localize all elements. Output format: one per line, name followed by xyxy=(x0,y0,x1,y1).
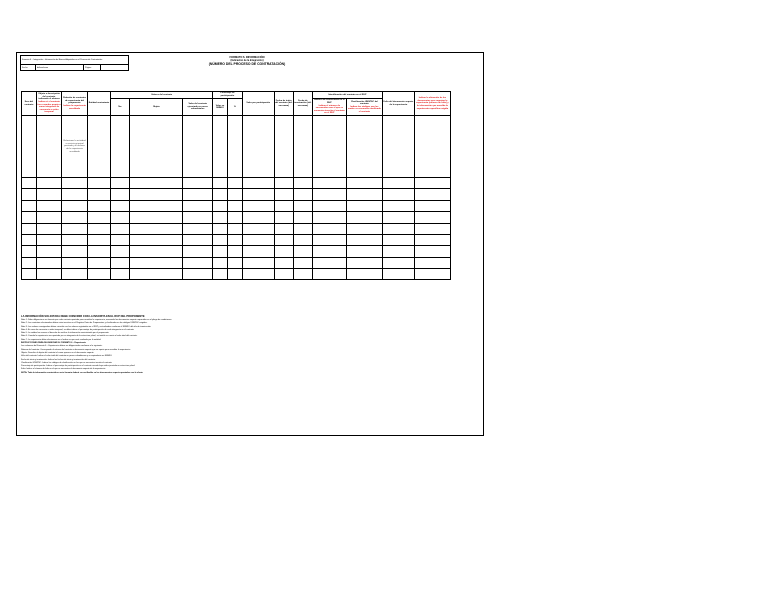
spreadsheet-page xyxy=(16,52,484,436)
notes-section xyxy=(21,315,477,375)
table-cell xyxy=(274,178,293,189)
table-cell xyxy=(274,257,293,268)
table-cell xyxy=(213,189,228,200)
table-cell xyxy=(227,212,242,223)
header-objeto: Objeto xyxy=(130,98,183,115)
table-cell xyxy=(242,178,274,189)
header-rup-consecutivo-red: Indicar el número de consecutivo con el que se encuentra inscrito el contrato en el RUP xyxy=(313,104,345,115)
table-cell xyxy=(87,200,110,211)
table-row xyxy=(22,234,451,245)
table-cell xyxy=(36,178,61,189)
note-line: Nota 1: Debe diligenciarse un formato por cada contrato aportado para acreditar la experiencia, anexando los documentos soporte requeridos en el pliego de condiciones. xyxy=(21,319,172,321)
table-cell xyxy=(382,234,414,245)
table-cell xyxy=(293,200,312,211)
table-cell xyxy=(213,257,228,268)
table-cell xyxy=(312,269,346,280)
header-experiencia xyxy=(62,92,87,116)
table-cell xyxy=(414,178,450,189)
table-cell xyxy=(36,234,61,245)
table-cell xyxy=(62,200,87,211)
table-cell xyxy=(227,189,242,200)
table-cell xyxy=(22,234,37,245)
table-cell xyxy=(111,257,130,268)
document-titles xyxy=(167,56,327,67)
table-cell xyxy=(130,178,183,189)
table-cell xyxy=(36,200,61,211)
header-objeto-text: Objeto o descripción del contrato, indicando el alcance xyxy=(38,93,60,101)
table-cell xyxy=(36,223,61,234)
table-cell xyxy=(130,257,183,268)
header-fecha-terminacion: Fecha de terminación (dd-mm-aaaa) xyxy=(293,92,312,116)
table-cell xyxy=(414,257,450,268)
pagina-value xyxy=(101,65,129,71)
table-cell xyxy=(293,257,312,268)
table-cell xyxy=(183,246,213,257)
table-cell xyxy=(62,189,87,200)
table-cell xyxy=(293,223,312,234)
table-cell xyxy=(293,189,312,200)
table-cell xyxy=(87,212,110,223)
table-cell xyxy=(213,234,228,245)
header-rup-unspsc-red: Indicar los códigos con los cuales se encuentra clasificado el contrato xyxy=(347,105,381,114)
table-cell xyxy=(414,200,450,211)
table-cell xyxy=(312,234,346,245)
table-cell xyxy=(242,269,274,280)
table-cell xyxy=(274,212,293,223)
header-no: No. xyxy=(111,98,130,115)
table-cell xyxy=(183,189,213,200)
table-cell xyxy=(242,234,274,245)
title-line-2: (Indicación de la Integración) xyxy=(230,59,264,62)
header-objeto-red-note: Indicar si el contrato fue a nombre propio o como integrante de consorcio o unión temporal xyxy=(37,101,61,114)
table-cell xyxy=(22,246,37,257)
table-row xyxy=(22,200,451,211)
table-cell xyxy=(312,223,346,234)
note-line: Valor del contrato: Indicar el valor total del contrato en pesos colombianos y su equivalente en SMMLV. xyxy=(21,355,113,358)
table-cell xyxy=(111,189,130,200)
activity-note: Relacionar la actividad o servicio principal prestado y el alcance de la experiencia acreditada xyxy=(62,116,87,178)
table-cell xyxy=(346,200,382,211)
table-cell xyxy=(183,178,213,189)
table-cell xyxy=(312,200,346,211)
title-line-1: FORMATO 6. INFORMACIÓN xyxy=(229,56,265,59)
table-row xyxy=(22,269,451,280)
table-cell xyxy=(36,212,61,223)
table-row xyxy=(22,212,451,223)
table-cell xyxy=(183,257,213,268)
header-rup-unspsc-text: Clasificación UNSPSC del contrato xyxy=(350,100,378,106)
table-cell xyxy=(414,234,450,245)
form-reference-box xyxy=(20,55,137,75)
table-cell xyxy=(62,212,87,223)
table-cell xyxy=(62,269,87,280)
table-cell xyxy=(36,189,61,200)
header-rup-unspsc xyxy=(346,98,382,115)
header-smmlv: Valor en SMMLV xyxy=(213,98,228,115)
table-cell xyxy=(111,200,130,211)
table-cell xyxy=(227,257,242,268)
table-cell xyxy=(414,269,450,280)
table-cell xyxy=(242,212,274,223)
header-experiencia-red-note: Indicar la experiencia acreditada xyxy=(63,104,86,110)
table-cell xyxy=(227,246,242,257)
table-cell xyxy=(346,234,382,245)
note-line: Porcentaje de participación: Indicar el porcentaje de participación en el contrato cuando haya sido ejecutado en estructura plural. xyxy=(21,365,136,368)
table-row xyxy=(22,246,451,257)
table-row xyxy=(22,189,451,200)
table-cell xyxy=(111,178,130,189)
table-cell xyxy=(22,212,37,223)
note-line: Clasificación UNSPSC: Indicar los códigos de clasificación en los que se encuentra inscrito el contrato. xyxy=(21,361,113,364)
header-porcentaje: % xyxy=(227,98,242,115)
table-cell xyxy=(274,200,293,211)
table-row xyxy=(22,178,451,189)
note-line: Nota 3: Los valores consignados deben coincidir con los valores registrados en el RUP y actualizados conforme al SMMLV del año de terminación. xyxy=(21,325,152,328)
header-valor-participacion: Valor por participación xyxy=(242,92,274,116)
note-line: Folio: Indicar el número de folio en el que se encuentra el documento soporte de la experiencia. xyxy=(21,368,106,371)
table-cell xyxy=(382,246,414,257)
table-cell xyxy=(312,189,346,200)
table-cell xyxy=(130,189,183,200)
table-cell xyxy=(87,257,110,268)
table-cell xyxy=(130,234,183,245)
table-cell xyxy=(274,189,293,200)
table-cell xyxy=(293,212,312,223)
note-line: Nota 6: Cuando la experiencia sea aportada por un integrante de la estructura plural, se tendrá en cuenta el valor total del contrato. xyxy=(21,335,138,338)
table-cell xyxy=(242,200,274,211)
header-experiencia-text: Relación de contratos de experiencia del proponente xyxy=(63,97,86,105)
note-line: Nota 5: La entidad se reserva el derecho de verificar la información suministrada por el proponente. xyxy=(21,332,110,335)
table-cell xyxy=(213,223,228,234)
table-cell xyxy=(213,269,228,280)
table-cell xyxy=(382,189,414,200)
note-line: INSTRUCCIONES PARA DILIGENCIAR EL FORMATO 6 – Experiencia xyxy=(21,342,86,345)
table-cell xyxy=(227,223,242,234)
table-cell xyxy=(382,178,414,189)
table-cell xyxy=(414,212,450,223)
table-cell xyxy=(62,223,87,234)
table-cell xyxy=(87,269,110,280)
table-cell xyxy=(242,189,274,200)
header-objeto-contrato xyxy=(36,92,61,116)
table-cell xyxy=(130,200,183,211)
table-cell xyxy=(62,246,87,257)
pagina-label: Página xyxy=(84,65,101,71)
table-cell xyxy=(274,234,293,245)
header-group-contrato: Valores del contrato xyxy=(111,92,213,99)
note-line: Número del contrato: Corresponde al número del contrato o documento soporte que se aporta para acreditar la experiencia. xyxy=(21,348,131,351)
table-cell xyxy=(414,189,450,200)
table-cell xyxy=(213,178,228,189)
note-line: Nota 7: La experiencia debe relacionarse en el orden en que será evaluada por la entidad. xyxy=(21,338,102,341)
table-cell xyxy=(111,234,130,245)
table-cell xyxy=(382,200,414,211)
table-cell xyxy=(382,269,414,280)
table-cell xyxy=(62,178,87,189)
header-fecha-inicio: Fecha de inicio del contrato (dd-mm-aaaa) xyxy=(274,92,293,116)
fecha-value: dd/mm/aaaa xyxy=(36,65,84,71)
table-cell xyxy=(87,223,110,234)
table-cell xyxy=(213,212,228,223)
table-cell xyxy=(312,178,346,189)
table-cell xyxy=(111,223,130,234)
table-cell xyxy=(227,234,242,245)
table-cell xyxy=(293,178,312,189)
table-cell xyxy=(183,223,213,234)
notes-heading: LA INFORMACIÓN SOLICITADA DEBE COINCIDIR CON LA INSCRITA EN EL RUP DEL PROPONENTE xyxy=(21,315,145,318)
table-cell xyxy=(274,246,293,257)
table-cell xyxy=(312,257,346,268)
table-cell xyxy=(346,223,382,234)
header-valor: Valor del contrato ejecutado en pesos colombianos xyxy=(183,98,213,115)
table-cell xyxy=(22,200,37,211)
table-cell xyxy=(62,257,87,268)
table-cell xyxy=(293,269,312,280)
table-cell xyxy=(346,212,382,223)
table-cell xyxy=(414,223,450,234)
table-cell xyxy=(312,246,346,257)
table-cell xyxy=(346,246,382,257)
table-cell xyxy=(213,246,228,257)
table-row xyxy=(22,223,451,234)
table-cell xyxy=(183,234,213,245)
header-ubicacion-red: Indicar la ubicación de los documentos que soportan la experiencia (número de folio) y la información que acredita la experiencia específica exigida xyxy=(414,92,450,116)
table-cell xyxy=(242,257,274,268)
note-line: Nota 2: Los contratos relacionados deben estar inscritos en el Registro Único de Proponentes y clasificados en los códigos UNSPSC exigidos. xyxy=(21,322,148,325)
header-item: Ítem del contrato xyxy=(22,92,37,116)
table-cell xyxy=(227,178,242,189)
table-cell xyxy=(22,178,37,189)
table-cell xyxy=(346,189,382,200)
table-cell xyxy=(274,223,293,234)
table-cell xyxy=(87,178,110,189)
table-cell xyxy=(130,223,183,234)
header-entidad: Entidad contratante xyxy=(87,92,110,116)
table-cell xyxy=(293,234,312,245)
table-cell xyxy=(242,223,274,234)
table-cell xyxy=(22,223,37,234)
table-cell xyxy=(227,269,242,280)
form-reference: Formato 6 – Integración - Información de Bienes Adquiridos en el Proceso de Contratación xyxy=(21,56,129,65)
note-line: Nota 4: En caso de consorcio o unión temporal, se debe indicar el porcentaje de participación de cada integrante en el contrato. xyxy=(21,328,135,331)
table-cell xyxy=(130,212,183,223)
table-cell xyxy=(346,269,382,280)
table-cell xyxy=(382,223,414,234)
table-cell xyxy=(130,269,183,280)
note-line: NOTA: Toda la información contenida en este formato deberá ser verificable en los documentos soporte aportados con la oferta. xyxy=(21,371,144,374)
table-cell xyxy=(293,246,312,257)
table-cell xyxy=(382,212,414,223)
header-rup-consecutivo-text: Número de consecutivo en el RUP xyxy=(314,99,345,104)
table-row xyxy=(22,116,451,178)
table-cell xyxy=(111,246,130,257)
table-cell xyxy=(22,257,37,268)
title-line-3: (NÚMERO DEL PROCESO DE CONTRATACIÓN) xyxy=(208,62,286,66)
table-cell xyxy=(242,246,274,257)
table-cell xyxy=(111,212,130,223)
header-rup-consecutivo xyxy=(312,98,346,115)
table-cell xyxy=(62,234,87,245)
table-cell xyxy=(87,246,110,257)
experience-table xyxy=(21,91,451,280)
note-line: Objeto: Describir el objeto del contrato tal como aparece en el documento soporte. xyxy=(21,351,95,354)
table-cell xyxy=(227,200,242,211)
table-cell xyxy=(130,246,183,257)
table-row xyxy=(22,257,451,268)
table-cell xyxy=(183,200,213,211)
table-cell xyxy=(183,269,213,280)
table-cell xyxy=(22,269,37,280)
table-cell xyxy=(382,257,414,268)
fecha-label: Fecha xyxy=(21,65,36,71)
table-cell xyxy=(111,269,130,280)
table-cell xyxy=(87,234,110,245)
table-cell xyxy=(36,246,61,257)
note-line: Fecha de inicio y terminación: Indicar las fechas de inicio y terminación del contrato. xyxy=(21,358,96,361)
table-cell xyxy=(414,246,450,257)
table-cell xyxy=(346,257,382,268)
table-cell xyxy=(87,189,110,200)
table-cell xyxy=(22,189,37,200)
table-cell xyxy=(213,200,228,211)
table-cell xyxy=(312,212,346,223)
header-group-rup: Identificación del contrato en el RUP xyxy=(312,92,382,99)
table-cell xyxy=(183,212,213,223)
note-line: Las columnas del Formato 6 – Experiencia deben ser diligenciadas conforme a lo siguiente: xyxy=(21,345,103,348)
table-cell xyxy=(36,257,61,268)
header-group-participacion: Porcentaje de participación xyxy=(213,92,243,99)
table-cell xyxy=(36,269,61,280)
table-cell xyxy=(346,178,382,189)
table-cell xyxy=(274,269,293,280)
header-folio: Folio del documento soporte de la experiencia xyxy=(382,92,414,116)
